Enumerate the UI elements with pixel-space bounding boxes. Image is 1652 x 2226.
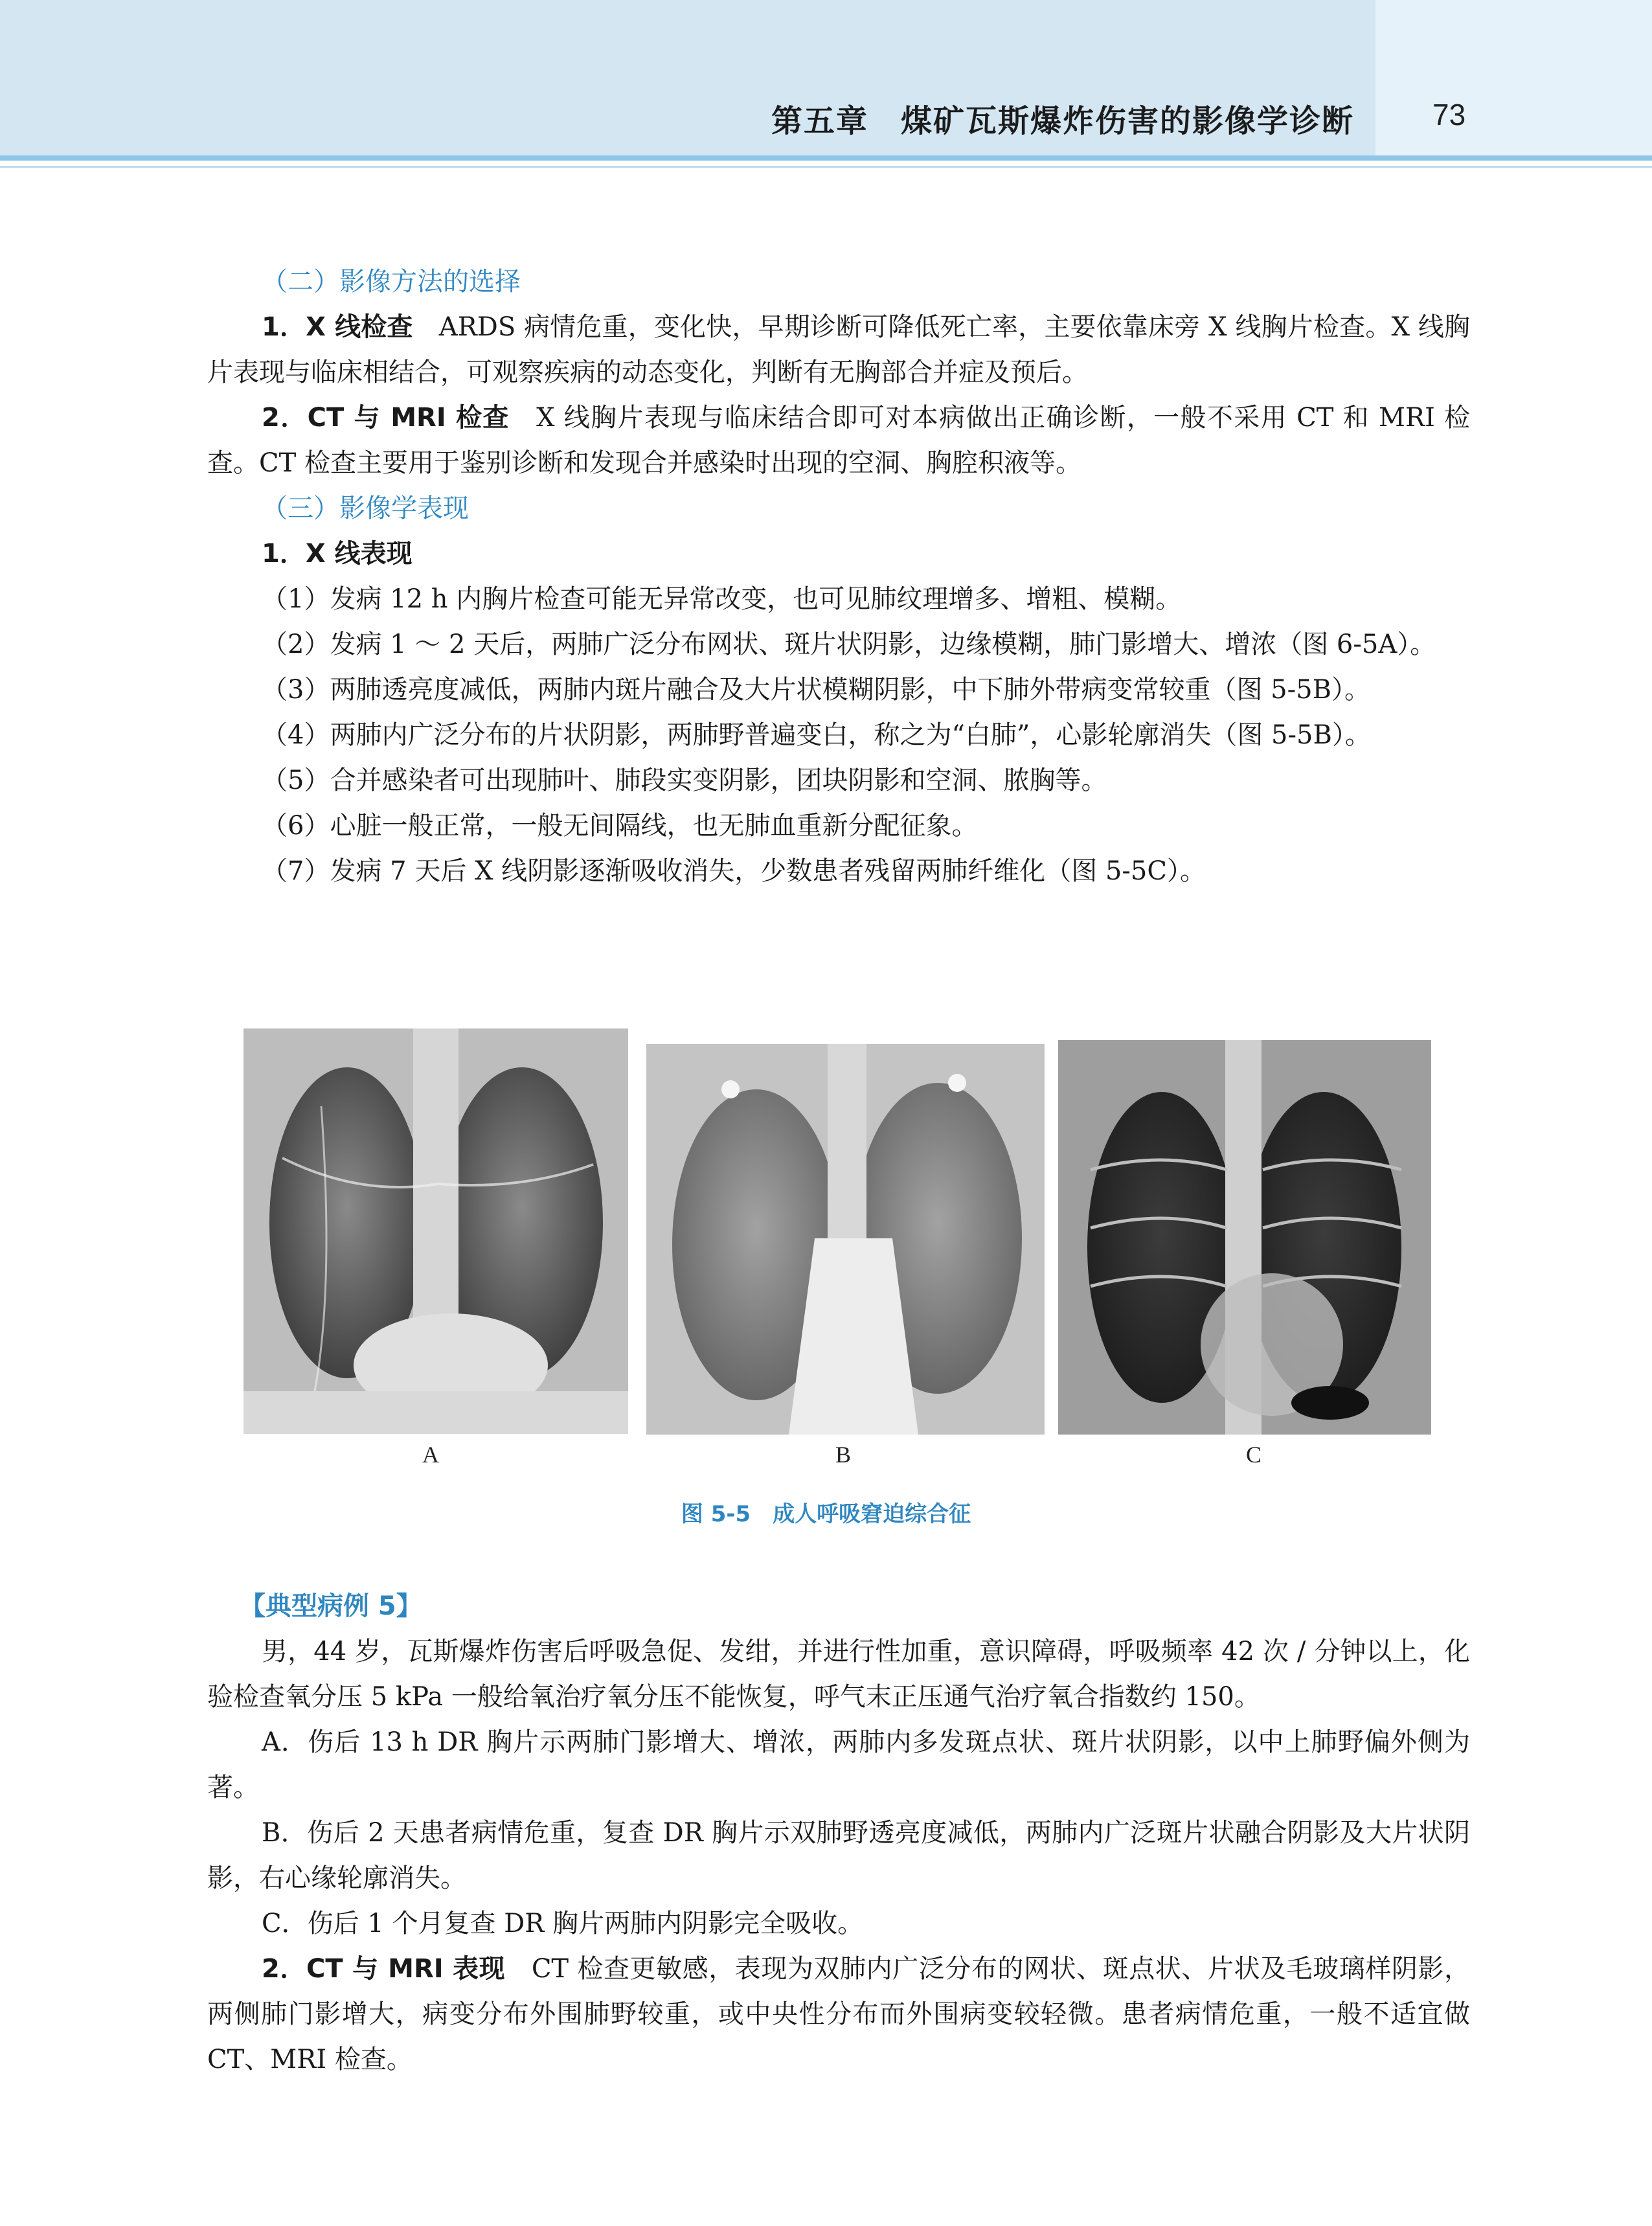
xray-image-a (243, 1028, 628, 1434)
case-heading: 【典型病例 5】 (240, 1591, 422, 1621)
header-rule-thin (0, 166, 1652, 168)
chapter-title: 第五章 煤矿瓦斯爆炸伤害的影像学诊断 (771, 103, 1354, 139)
para2-lead: 2．CT 与 MRI 检查 (262, 403, 510, 433)
xray-findings-heading: 1．X 线表现 (262, 539, 413, 569)
case-item-b: B．伤后 2 天患者病情危重，复查 DR 胸片示双肺野透亮度减低，两肺内广泛斑片状融合阴影及大片状阴影，右心缘轮廓消失。 (207, 1818, 1470, 1893)
header-band-light (1375, 0, 1652, 155)
para1-text: ARDS 病情危重，变化快，早期诊断可降低死亡率，主要依靠床旁 X 线胸片检查。X 线胸片表现与临床相结合，可观察疾病的动态变化，判断有无胸部合并症及预后。 (207, 312, 1470, 387)
xray-image-b (646, 1044, 1045, 1435)
finding-item: （7）发病 7 天后 X 线阴影逐渐吸收消失，少数患者残留两肺纤维化（图 5-5C）。 (262, 856, 1206, 886)
para1-lead: 1．X 线检查 (262, 312, 413, 342)
lower-body (207, 1584, 1470, 2082)
finding-item: （2）发病 1 ～ 2 天后，两肺广泛分布网状、斑片状阴影，边缘模糊，肺门影增大、增浓（图 6-5A）。 (262, 630, 1436, 659)
finding-item: （4）两肺内广泛分布的片状阴影，两肺野普遍变白，称之为“白肺”，心影轮廓消失（图 5-5B）。 (262, 720, 1371, 750)
finding-item: （1）发病 12 h 内胸片检查可能无异常改变，也可见肺纹理增多、增粗、模糊。 (262, 584, 1182, 614)
panel-label-c: C (1246, 1442, 1262, 1468)
finding-item: （5）合并感染者可出现肺叶、肺段实变阴影，团块阴影和空洞、脓胸等。 (262, 766, 1107, 795)
section2-heading: （二）影像方法的选择 (262, 267, 521, 297)
header-rule (0, 155, 1652, 161)
xray-image-c (1058, 1040, 1431, 1435)
case-item-c: C．伤后 1 个月复查 DR 胸片两肺内阴影完全吸收。 (262, 1909, 864, 1938)
section2-paragraph-2 (207, 395, 1470, 486)
finding-item: （3）两肺透亮度减低，两肺内斑片融合及大片状模糊阴影，中下肺外带病变常较重（图 5-5B）。 (262, 675, 1370, 705)
case-intro: 男，44 岁，瓦斯爆炸伤害后呼吸急促、发绀，并进行性加重，意识障碍，呼吸频率 42 次 / 分钟以上，化验检查氧分压 5 kPa 一般给氧治疗氧分压不能恢复，呼气末正压通气治疗氧合指数约 150。 (207, 1637, 1470, 1712)
panel-label-a: A (422, 1442, 439, 1468)
finding-item: （6）心脏一般正常，一般无间隔线，也无肺血重新分配征象。 (262, 811, 978, 841)
section3-heading: （三）影像学表现 (262, 494, 469, 523)
panel-label-b: B (835, 1442, 852, 1468)
upper-body (207, 259, 1470, 894)
page-number: 73 (1432, 98, 1466, 131)
ct-lead: 2．CT 与 MRI 表现 (262, 1954, 506, 1984)
figure-caption: 图 5-5 成人呼吸窘迫综合征 (681, 1501, 971, 1527)
ct-mri-paragraph (207, 1946, 1470, 2082)
case-item-a: A．伤后 13 h DR 胸片示两肺门影增大、增浓，两肺内多发斑点状、斑片状阴影，以中上肺野偏外侧为著。 (207, 1727, 1470, 1802)
section2-paragraph-1 (207, 304, 1470, 395)
para2-text: X 线胸片表现与临床结合即可对本病做出正确诊断，一般不采用 CT 和 MRI 检查。CT 检查主要用于鉴别诊断和发现合并感染时出现的空洞、胸腔积液等。 (207, 403, 1470, 478)
ct-text: CT 检查更敏感，表现为双肺内广泛分布的网状、斑点状、片状及毛玻璃样阴影，两侧肺门影增大，病变分布外围肺野较重，或中央性分布而外围病变较轻微。患者病情危重，一般不适宜做 CT、MRI 检查。 (207, 1954, 1470, 2074)
